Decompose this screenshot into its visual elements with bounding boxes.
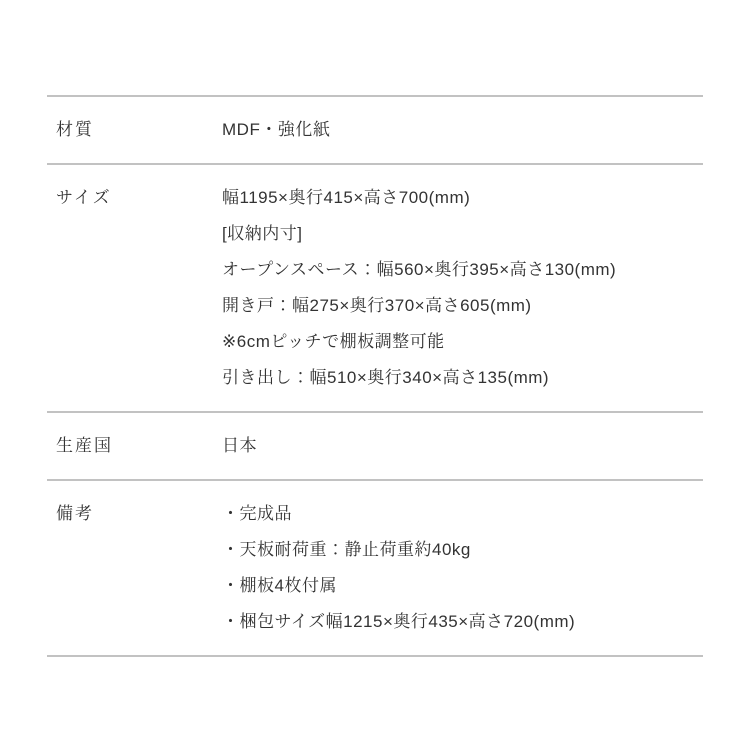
spec-row-country [47,413,703,481]
spec-line: MDF・強化紙 [222,120,331,139]
spec-row-size [47,165,703,413]
spec-line-shelf-count: ・棚板4枚付属 [222,576,337,595]
spec-value-country [222,428,703,464]
spec-value-size [222,180,703,396]
spec-line-open-space: オープンスペース：幅560×奥行395×高さ130(mm) [222,260,617,279]
spec-line-door: 開き戸：幅275×奥行370×高さ605(mm) [222,296,532,315]
spec-value-remarks [222,496,703,640]
spec-line-inner-heading: [収納内寸] [222,224,303,243]
spec-line-shelf-note: ※6cmピッチで棚板調整可能 [222,332,445,351]
spec-line-finished-product: ・完成品 [222,504,292,523]
spec-label-size: サイズ [56,188,112,207]
spec-label-remarks: 備考 [56,504,94,523]
spec-line-drawer: 引き出し：幅510×奥行340×高さ135(mm) [222,368,550,387]
spec-label-country: 生産国 [56,436,113,455]
spec-row-remarks [47,481,703,657]
spec-line-load-capacity: ・天板耐荷重：静止荷重約40kg [222,540,471,559]
spec-line-package-size: ・梱包サイズ幅1215×奥行435×高さ720(mm) [222,612,576,631]
spec-line-overall-size: 幅1195×奥行415×高さ700(mm) [222,188,471,207]
spec-row-material [47,97,703,165]
product-spec-table [47,95,703,657]
spec-label-material: 材質 [56,120,94,139]
spec-line: 日本 [222,436,257,455]
spec-value-material [222,112,703,148]
